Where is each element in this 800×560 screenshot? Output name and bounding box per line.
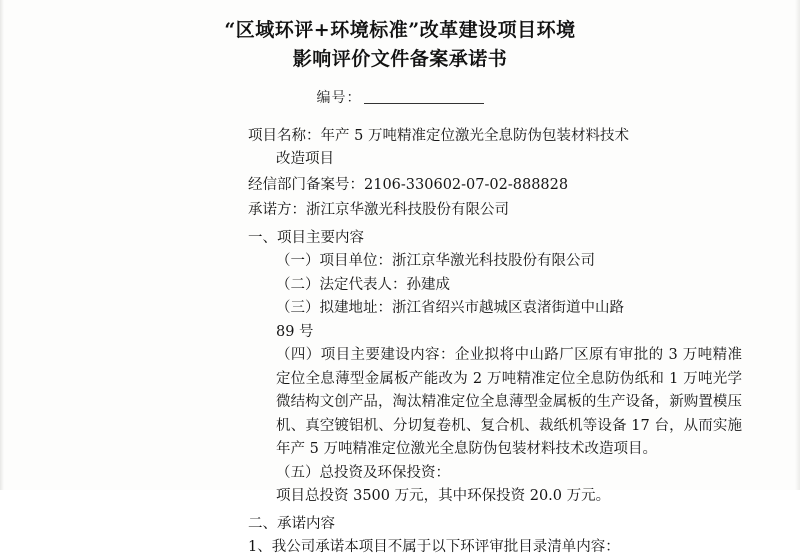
section-one-item-1 — [248, 250, 742, 273]
document-body — [0, 125, 800, 560]
section-one-item-3-text: 浙江省绍兴市越城区袁渚街道中山路 — [392, 300, 624, 317]
section-one-item-1-text: 浙江京华激光科技股份有限公司 — [392, 253, 595, 270]
field-project-name — [248, 125, 742, 172]
field-project-name-value-cont: 改造项目 — [276, 151, 334, 168]
field-promisor-label: 承诺方： — [248, 202, 306, 219]
field-project-name-label: 项目名称： — [248, 128, 321, 144]
field-record-number — [248, 174, 742, 197]
title-line-2: 影响评价文件备案承诺书 — [292, 47, 508, 70]
field-promisor — [248, 199, 742, 222]
field-promisor-value: 浙江京华激光科技股份有限公司 — [306, 202, 509, 219]
title-line-1: “区域环评+环境标准”改革建设项目环境 — [224, 19, 576, 41]
section-one-heading: 一、项目主要内容 — [248, 229, 364, 246]
field-record-number-value: 2106-330602-07-02-888828 — [364, 176, 569, 193]
section-one-item-3 — [248, 297, 742, 344]
page-right-edge — [795, 0, 800, 490]
page-title — [0, 0, 800, 73]
section-one-item-4-label: （四）项目主要建设内容： — [276, 347, 455, 364]
section-one-item-1-label: （一）项目单位： — [276, 253, 392, 270]
field-project-name-value: 年产 5 万吨精准定位激光全息防伪包装材料技术 — [320, 128, 629, 144]
section-one-item-2-label: （二）法定代表人： — [276, 276, 407, 293]
section-one-item-3-label: （三）拟建地址： — [276, 300, 392, 317]
section-one-item-2 — [248, 274, 742, 297]
field-record-number-label: 经信部门备案号： — [248, 176, 364, 193]
section-one-item-5-label: （五）总投资及环保投资： — [276, 464, 450, 481]
section-one-item-4-text: 企业拟将中山路厂区原有审批的 3 万吨精准定位全息薄型金属板产能改为 2 万吨精准定位全息防伪纸和 1 万吨光学微结构文创产品，淘汰精准定位全息薄型金属板的生产设备，新购置模压机、真空镀铝机、分切复卷机、复合机、裁纸机等设备 17 台，从而实施年产 5 万吨精准定位激光全息防伪包装材料技术改造项目。 — [276, 347, 742, 458]
document-code-row — [0, 87, 800, 107]
section-one-item-5 — [248, 462, 742, 485]
section-one-item-4 — [248, 344, 742, 461]
code-label: 编号： — [316, 90, 362, 106]
section-two-item-1: 1、我公司承诺本项目不属于以下环评审批目录清单内容： — [248, 539, 620, 556]
section-one-item-5-text: 项目总投资 3500 万元，其中环保投资 20.0 万元。 — [276, 488, 611, 505]
section-one-item-3-text-cont: 89 号 — [276, 323, 314, 340]
section-two-heading: 二、承诺内容 — [248, 515, 335, 532]
page-left-edge — [0, 0, 4, 490]
section-one-item-2-text: 孙建成 — [406, 276, 450, 293]
code-blank-line — [364, 91, 484, 104]
